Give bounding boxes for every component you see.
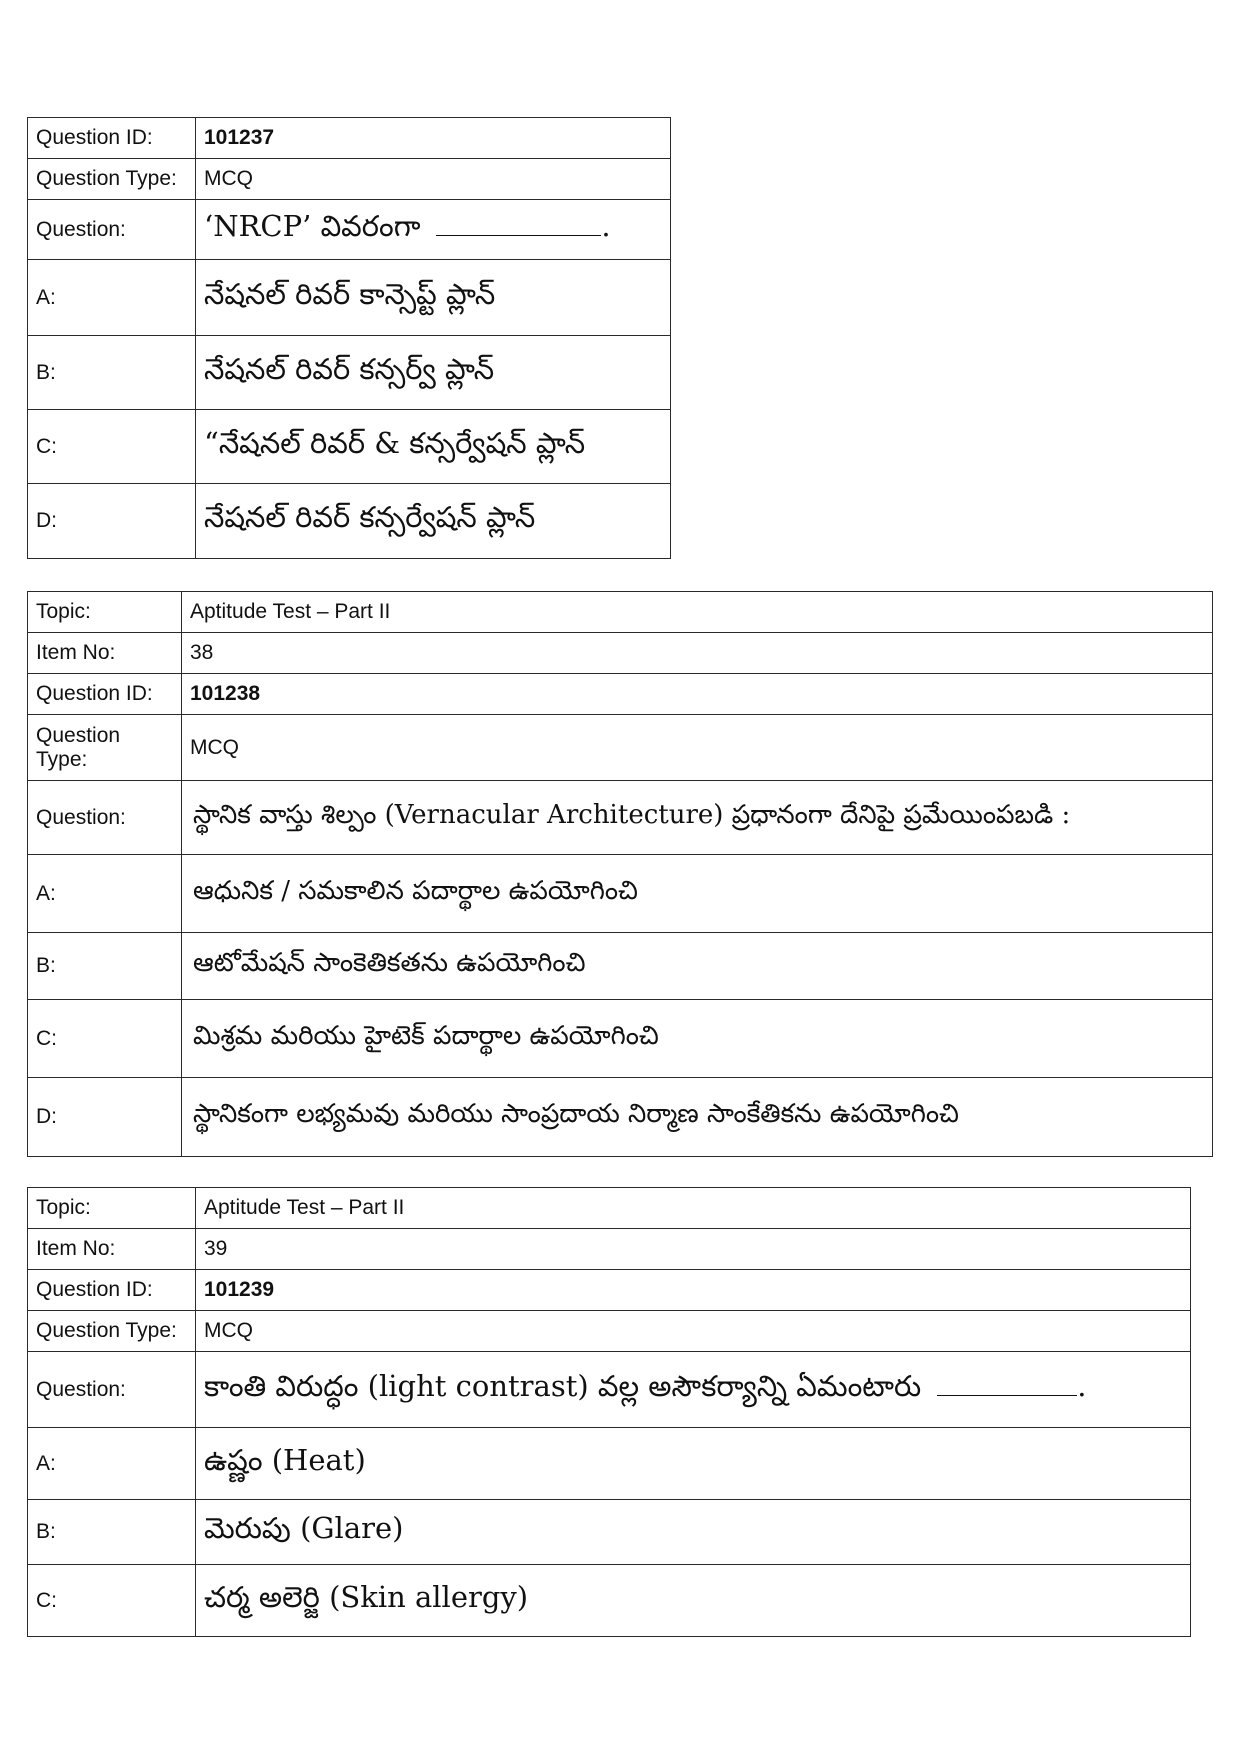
option-a-text: నేషనల్ రివర్ కాన్సెప్ట్ ప్లాన్: [196, 260, 671, 336]
option-b-row: [28, 336, 671, 410]
option-c-label: C:: [28, 1000, 182, 1078]
question-type-row: [28, 715, 1213, 781]
question-text: స్థానిక వాస్తు శిల్పం (Vernacular Architecture) ప్రధానంగా దేనిపై ప్రమేయింపబడి :: [182, 781, 1213, 855]
option-a-label: A:: [28, 260, 196, 336]
option-b-label: B:: [28, 1500, 196, 1565]
question-table-101237: [27, 117, 671, 559]
option-d-row: [28, 484, 671, 559]
question-id-label: Question ID:: [28, 118, 196, 159]
topic-value: Aptitude Test – Part II: [182, 592, 1213, 633]
option-d-row: [28, 1078, 1213, 1157]
question-type-value: MCQ: [182, 715, 1213, 781]
option-b-label: B:: [28, 933, 182, 1000]
option-c-label: C:: [28, 410, 196, 484]
answer-blank: [436, 213, 601, 236]
option-c-label: C:: [28, 1565, 196, 1637]
question-type-label: Question Type:: [28, 1311, 196, 1352]
question-id-label: Question ID:: [28, 674, 182, 715]
question-id-row: [28, 118, 671, 159]
option-d-label: D:: [28, 484, 196, 559]
item-no-row: [28, 633, 1213, 674]
answer-blank: [937, 1373, 1077, 1396]
question-label: Question:: [28, 200, 196, 260]
question-label: Question:: [28, 1352, 196, 1428]
option-d-text: స్థానికంగా లభ్యమవు మరియు సాంప్రదాయ నిర్మాణ సాంకేతికను ఉపయోగించి: [182, 1078, 1213, 1157]
option-c-text: “నేషనల్ రివర్ & కన్సర్వేషన్ ప్లాన్: [196, 410, 671, 484]
question-text: కాంతి విరుద్ధం (light contrast) వల్ల అసౌకర్యాన్ని ఏమంటారు: [204, 1368, 922, 1403]
question-type-label: Question Type:: [28, 715, 182, 781]
question-table-101238: [27, 591, 1213, 1157]
option-c-text: మిశ్రమ మరియు హైటెక్ పదార్థాల ఉపయోగించి: [182, 1000, 1213, 1078]
question-table-101239: [27, 1187, 1191, 1637]
option-c-row: [28, 1565, 1191, 1637]
item-no-label: Item No:: [28, 1229, 196, 1270]
question-text: ‘NRCP’ వివరంగా: [204, 208, 421, 243]
option-b-text: ఆటోమేషన్ సాంకెతికతను ఉపయోగించి: [182, 933, 1213, 1000]
question-id-row: [28, 674, 1213, 715]
option-a-label: A:: [28, 1428, 196, 1500]
question-id-value: 101237: [196, 118, 671, 159]
option-d-text: నేషనల్ రివర్ కన్సర్వేషన్ ప్లాన్: [196, 484, 671, 559]
option-b-row: [28, 1500, 1191, 1565]
option-a-row: [28, 855, 1213, 933]
question-id-label: Question ID:: [28, 1270, 196, 1311]
question-type-value: MCQ: [196, 1311, 1191, 1352]
option-a-label: A:: [28, 855, 182, 933]
option-b-text: నేషనల్ రివర్ కన్సర్వ్ ప్లాన్: [196, 336, 671, 410]
question-id-row: [28, 1270, 1191, 1311]
option-c-row: [28, 1000, 1213, 1078]
item-no-label: Item No:: [28, 633, 182, 674]
option-c-text: చర్మ అలెర్జి (Skin allergy): [196, 1565, 1191, 1637]
option-d-label: D:: [28, 1078, 182, 1157]
topic-row: [28, 1188, 1191, 1229]
option-b-label: B:: [28, 336, 196, 410]
question-row: [28, 781, 1213, 855]
question-type-row: [28, 1311, 1191, 1352]
question-row: [28, 1352, 1191, 1428]
question-text-cell: [196, 200, 671, 260]
question-label: Question:: [28, 781, 182, 855]
option-a-text: ఆధునిక / సమకాలిన పదార్థాల ఉపయోగించి: [182, 855, 1213, 933]
topic-label: Topic:: [28, 1188, 196, 1229]
question-id-value: 101239: [196, 1270, 1191, 1311]
question-type-row: [28, 159, 671, 200]
option-c-row: [28, 410, 671, 484]
option-b-row: [28, 933, 1213, 1000]
option-a-row: [28, 1428, 1191, 1500]
item-no-value: 39: [196, 1229, 1191, 1270]
option-a-row: [28, 260, 671, 336]
item-no-row: [28, 1229, 1191, 1270]
topic-row: [28, 592, 1213, 633]
question-end: .: [1077, 1368, 1087, 1403]
question-type-label: Question Type:: [28, 159, 196, 200]
question-text-cell: [196, 1352, 1191, 1428]
item-no-value: 38: [182, 633, 1213, 674]
question-id-value: 101238: [182, 674, 1213, 715]
option-a-text: ఉష్ణం (Heat): [196, 1428, 1191, 1500]
topic-value: Aptitude Test – Part II: [196, 1188, 1191, 1229]
option-b-text: మెరుపు (Glare): [196, 1500, 1191, 1565]
question-row: [28, 200, 671, 260]
topic-label: Topic:: [28, 592, 182, 633]
question-type-value: MCQ: [196, 159, 671, 200]
question-end: .: [601, 208, 611, 243]
